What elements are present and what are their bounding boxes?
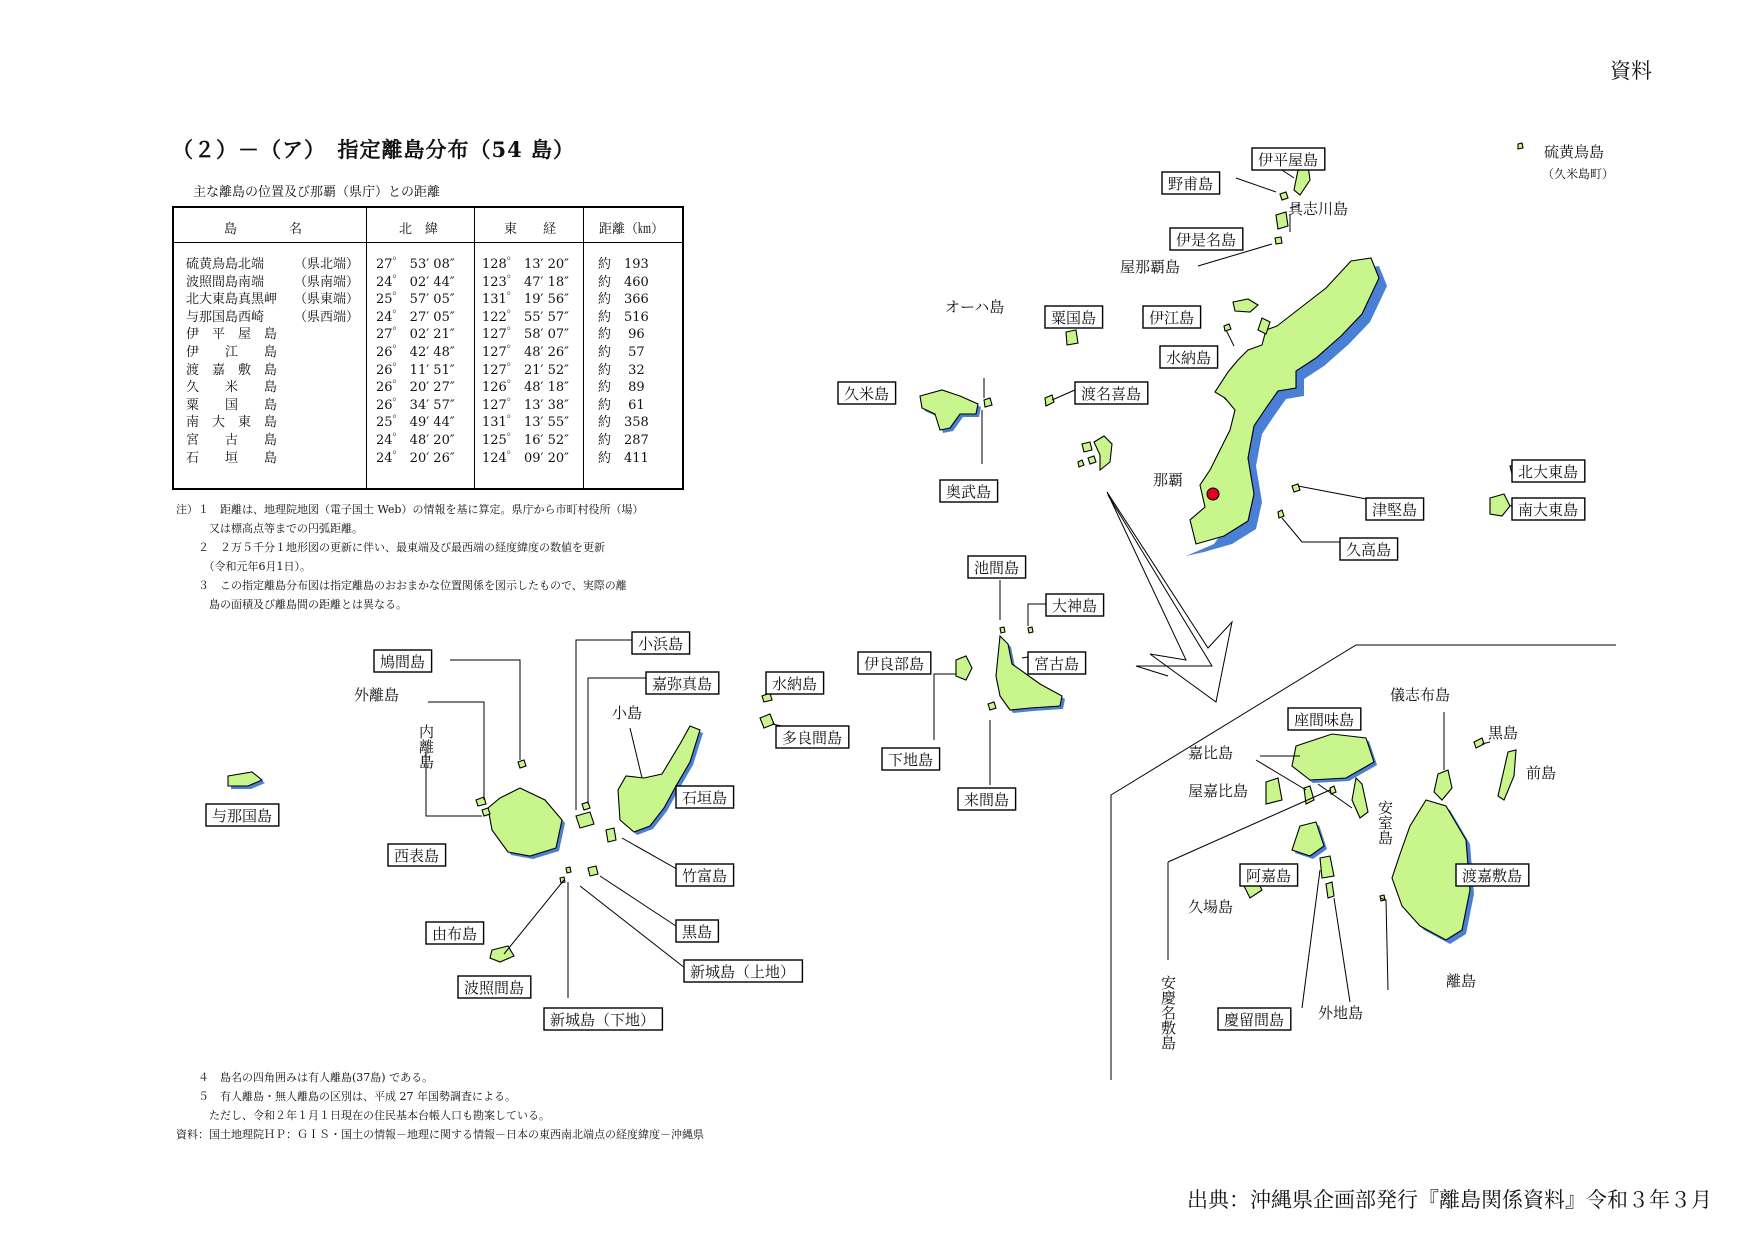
- fukaji-island-shape: [1326, 882, 1334, 898]
- ikema-island-shape: [1000, 627, 1005, 633]
- tarama-island-shape: [760, 714, 774, 728]
- longitude-cell: 127゜ 21′ 52″: [482, 362, 569, 378]
- latitude-cell: 26゜ 20′ 27″: [376, 380, 455, 396]
- corner-label: 資料: [1610, 59, 1652, 83]
- island-name-cell: 伊 江 島: [186, 344, 278, 360]
- label-hatoma: [374, 650, 432, 672]
- label-kurima: [958, 788, 1016, 810]
- header-latitude: 北 緯: [399, 222, 439, 237]
- label-text: 宮古島: [1034, 655, 1080, 673]
- taketomi-island-shape: [606, 828, 616, 842]
- label-kume: [838, 382, 896, 404]
- label-text: 新城島（上地）: [690, 963, 796, 981]
- naha-marker: [1207, 488, 1219, 500]
- label-tonaki: [1075, 382, 1148, 404]
- longitude-cell: 126゜ 48′ 18″: [482, 380, 569, 396]
- label-text: 竹富島: [682, 867, 728, 885]
- note-line: 又は標高点等までの円弧距離。: [176, 522, 363, 535]
- label-iriomote: [388, 844, 446, 866]
- distance-cell: 約 57: [598, 344, 645, 360]
- note-line: ただし、令和２年１月１日現在の住民基本台帳人口も勘案している。: [176, 1109, 550, 1122]
- label-gushikawa: 具志川島: [1288, 200, 1349, 218]
- gishippu-island-shape: [1434, 770, 1452, 800]
- label-text: 多良間島: [782, 729, 843, 747]
- inset-border: [1111, 645, 1616, 1080]
- label-ie: [1143, 306, 1201, 328]
- label-kuroshima: [676, 920, 718, 942]
- label-text: 下地島: [888, 751, 934, 769]
- label-hanare: 離島: [1446, 972, 1477, 990]
- uchibanari-island-shape: [482, 808, 490, 816]
- label-minamidaito: [1512, 498, 1585, 520]
- label-iwotori-note: （久米島町）: [1542, 167, 1615, 181]
- label-gishippu: 儀志布島: [1390, 686, 1451, 704]
- distance-cell: 約 516: [598, 309, 649, 325]
- label-text: 鳩間島: [380, 653, 426, 671]
- note-line: （令和元年6月1日）。: [176, 560, 311, 573]
- label-kuro-k: 黒島: [1488, 724, 1519, 742]
- distance-cell: 約 411: [598, 450, 649, 466]
- label-sotobanari: 外離島: [354, 686, 400, 704]
- hatoma-island-shape: [518, 760, 526, 768]
- tsuken-island-shape: [1292, 484, 1300, 492]
- label-irabu: [858, 652, 931, 674]
- distance-cell: 約 460: [598, 274, 649, 290]
- label-minna-n: [1160, 346, 1218, 368]
- yakabi-island-shape: [1266, 778, 1282, 804]
- kume-island-shape: [920, 390, 992, 433]
- okinawa-main-island: [1186, 258, 1387, 556]
- label-izena: [1170, 228, 1243, 250]
- label-minna-s: [766, 672, 824, 694]
- distance-cell: 約 358: [598, 415, 649, 431]
- label-tokashiki: [1456, 864, 1529, 886]
- extreme-note-cell: （県北端）: [294, 257, 360, 272]
- noho-island-shape: [1280, 192, 1288, 200]
- label-text: 嘉弥真島: [652, 675, 713, 693]
- label-text: 伊是名島: [1176, 231, 1237, 249]
- label-hateruma: [458, 976, 531, 998]
- page-title: （２）－（ア） 指定離島分布（54 島）: [172, 137, 576, 162]
- latitude-cell: 24゜ 20′ 26″: [376, 450, 455, 466]
- label-text: 渡嘉敷島: [1462, 867, 1523, 885]
- label-text: 水納島: [1166, 349, 1212, 367]
- kerama-island-shape: [1088, 456, 1096, 464]
- latitude-cell: 24゜ 27′ 05″: [376, 309, 455, 325]
- header-name: 島 名: [224, 222, 303, 237]
- island-name-cell: 北大東島真黒岬: [186, 292, 278, 308]
- ogami-island-shape: [1028, 627, 1033, 633]
- label-kojima: 小島: [612, 704, 643, 722]
- label-agenashiku: 安慶名敷島: [1159, 975, 1177, 1050]
- island-name-cell: 石 垣 島: [186, 450, 278, 466]
- label-aguni: [1045, 306, 1103, 328]
- aragusuku-island-shape: [566, 867, 571, 873]
- label-text: 伊良部島: [864, 655, 925, 673]
- header-longitude: 東 経: [504, 222, 557, 237]
- tonaki-island-shape: [1045, 395, 1054, 406]
- label-kuba: 久場島: [1188, 898, 1234, 916]
- latitude-cell: 25゜ 57′ 05″: [376, 292, 455, 308]
- label-ou: [940, 480, 998, 502]
- label-text: 座間味島: [1294, 711, 1355, 729]
- island-name-cell: 宮 古 島: [186, 432, 278, 448]
- latitude-cell: 25゜ 49′ 44″: [376, 415, 455, 431]
- izena-island-shape: [1276, 212, 1288, 229]
- label-taketomi: [676, 864, 734, 886]
- aguni-island-shape: [1066, 330, 1078, 345]
- label-aka: [1240, 864, 1298, 886]
- label-text: 西表島: [394, 847, 440, 865]
- latitude-cell: 24゜ 02′ 44″: [376, 274, 455, 290]
- note-line: ４ 島名の四角囲みは有人離島(37島) である。: [176, 1071, 434, 1084]
- note-line: ３ この指定離島分布図は指定離島のおおまかな位置関係を図示したもので、実際の離: [176, 579, 627, 592]
- kurima-island-shape: [988, 702, 996, 710]
- label-miyako: [1028, 652, 1086, 674]
- yonaguni-island-shape: [228, 772, 265, 789]
- label-ishigaki: [676, 786, 734, 808]
- ishigaki-island-shape: [618, 726, 703, 835]
- minamidaito-island-shape: [1490, 494, 1510, 516]
- label-text: 阿嘉島: [1246, 867, 1292, 885]
- label-geruma: [1218, 1008, 1291, 1030]
- label-tarama: [776, 726, 849, 748]
- kerama-island-shape: [1094, 436, 1112, 470]
- label-iwotori: 硫黄鳥島: [1544, 143, 1605, 161]
- label-yakabi: 屋嘉比島: [1188, 782, 1249, 800]
- island-name-cell: 波照間島南端: [186, 274, 265, 290]
- label-text: 池間島: [974, 559, 1020, 577]
- kuroshima-island-shape: [588, 866, 598, 876]
- distance-cell: 約 89: [598, 380, 645, 396]
- table-caption: 主な離島の位置及び那覇（県庁）との距離: [193, 185, 441, 200]
- label-text: 大神島: [1052, 597, 1098, 615]
- label-zamami: [1288, 708, 1361, 730]
- distance-cell: 約 366: [598, 292, 649, 308]
- label-amuro: 安室島: [1376, 800, 1394, 845]
- island-name-cell: 渡 嘉 敷 島: [186, 362, 278, 378]
- label-text: 津堅島: [1372, 501, 1418, 519]
- longitude-cell: 123゜ 47′ 18″: [482, 274, 569, 290]
- label-yubu: [426, 922, 484, 944]
- longitude-cell: 127゜ 13′ 38″: [482, 397, 569, 413]
- source-credit: 出典：沖縄県企画部発行『離島関係資料』令和３年３月: [1187, 1188, 1712, 1212]
- geruma-island-shape: [1320, 856, 1334, 878]
- longitude-cell: 125゜ 16′ 52″: [482, 432, 569, 448]
- label-shimoji: [882, 748, 940, 770]
- label-iheya: [1252, 148, 1325, 170]
- latitude-cell: 27゜ 02′ 21″: [376, 327, 455, 343]
- longitude-cell: 124゜ 09′ 20″: [482, 450, 569, 466]
- distance-cell: 約 32: [598, 362, 645, 378]
- header-distance: 距離（㎞）: [599, 222, 665, 237]
- latitude-cell: 26゜ 42′ 48″: [376, 344, 455, 360]
- distance-cell: 約 61: [598, 397, 645, 413]
- kuro-k-island-shape: [1474, 738, 1484, 748]
- label-kohama: [632, 632, 690, 654]
- label-kitadaito: [1512, 460, 1585, 482]
- label-aragusuku-kami: [684, 960, 802, 982]
- label-text: 来間島: [964, 791, 1010, 809]
- island-name-cell: 南 大 東 島: [186, 415, 278, 431]
- note-line: 注）１ 距離は、地理院地図（電子国土 Web）の情報を基に算定。県庁から市町村役所（場）: [176, 503, 644, 516]
- label-yonaguni: [206, 804, 279, 826]
- label-text: 慶留間島: [1224, 1011, 1285, 1029]
- island-name-cell: 伊 平 屋 島: [186, 327, 278, 343]
- label-yanaha: 屋那覇島: [1120, 258, 1181, 276]
- label-naha: 那覇: [1153, 471, 1184, 489]
- kudaka-island-shape: [1278, 510, 1284, 518]
- note-line: 島の面積及び離島間の距離とは異なる。: [176, 598, 407, 611]
- label-text: 水納島: [772, 675, 818, 693]
- amuro-island-shape: [1352, 778, 1368, 818]
- label-text: 久米島: [844, 385, 890, 403]
- longitude-cell: 122゜ 55′ 57″: [482, 309, 569, 325]
- label-text: 新城島（下地）: [550, 1011, 656, 1029]
- note-line: ２ ２万５千分１地形図の更新に伴い、最東端及び最西端の経度緯度の数値を更新: [176, 541, 605, 554]
- irabu-island-shape: [956, 656, 972, 680]
- label-uchibanari: 内離島: [417, 724, 435, 769]
- label-text: 黒島: [682, 923, 713, 941]
- island-name-cell: 粟 国 島: [186, 397, 278, 413]
- zamami-island-shape: [1292, 734, 1377, 783]
- label-text: 南大東島: [1518, 501, 1579, 519]
- extreme-note-cell: （県西端）: [294, 309, 360, 325]
- longitude-cell: 128゜ 13′ 20″: [482, 257, 569, 272]
- kohama-island-shape: [576, 812, 594, 828]
- minna-n-island-shape: [1224, 324, 1231, 331]
- kerama-island-shape: [1082, 442, 1092, 452]
- mae-island-shape: [1498, 750, 1516, 800]
- label-text: 与那国島: [212, 807, 273, 825]
- latitude-cell: 27゜ 53′ 08″: [376, 257, 455, 272]
- island-name-cell: 与那国島西崎: [186, 309, 265, 325]
- label-text: 伊平屋島: [1258, 151, 1319, 169]
- kerama-island-shape: [1078, 460, 1084, 467]
- label-text: 奥武島: [946, 483, 992, 501]
- label-text: 伊江島: [1149, 309, 1195, 327]
- label-text: 粟国島: [1051, 309, 1097, 327]
- label-kudaka: [1340, 538, 1398, 560]
- iwotori-island-shape: [1518, 143, 1523, 149]
- latitude-cell: 26゜ 34′ 57″: [376, 397, 455, 413]
- note-line: 資料：国土地理院ＨＰ：ＧＩＳ・国土の情報－地理に関する情報－日本の東西南北端点の経度緯度－沖縄県: [176, 1128, 704, 1141]
- island-name-cell: 久 米 島: [186, 380, 278, 396]
- label-text: 渡名喜島: [1081, 385, 1142, 403]
- longitude-cell: 131゜ 13′ 55″: [482, 415, 569, 431]
- iriomote-island-shape: [488, 788, 565, 859]
- label-text: 久高島: [1346, 541, 1392, 559]
- label-ikema: [968, 556, 1026, 578]
- distance-cell: 約 193: [598, 257, 649, 272]
- label-mae: 前島: [1526, 764, 1557, 782]
- label-ogami: [1046, 594, 1104, 616]
- extreme-note-cell: （県東端）: [294, 292, 360, 308]
- label-ohajima: オーハ島: [945, 298, 1005, 316]
- label-kashiba: 嘉比島: [1188, 744, 1234, 762]
- distance-cell: 約 96: [598, 327, 645, 343]
- distance-cell: 約 287: [598, 432, 649, 448]
- label-text: 石垣島: [682, 789, 728, 807]
- ie-island-shape: [1233, 299, 1258, 312]
- label-tsuken: [1366, 498, 1424, 520]
- aka-island-shape: [1292, 822, 1327, 859]
- label-fukaji: 外地島: [1318, 1004, 1364, 1022]
- note-line: ５ 有人離島・無人離島の区別は、平成 27 年国勢調査による。: [176, 1090, 516, 1103]
- label-noho: [1162, 172, 1220, 194]
- latitude-cell: 24゜ 48′ 20″: [376, 432, 455, 448]
- latitude-cell: 26゜ 11′ 51″: [376, 362, 455, 378]
- label-text: 波照間島: [464, 979, 525, 997]
- longitude-cell: 127゜ 58′ 07″: [482, 327, 569, 343]
- longitude-cell: 127゜ 48′ 26″: [482, 344, 569, 360]
- label-text: 小浜島: [638, 635, 684, 653]
- label-text: 北大東島: [1518, 463, 1579, 481]
- label-text: 野甫島: [1168, 175, 1214, 193]
- label-text: 由布島: [432, 925, 478, 943]
- kayama-island-shape: [582, 802, 590, 810]
- yanaha-island-shape: [1275, 237, 1282, 244]
- island-name-cell: 硫黄鳥島北端: [186, 257, 265, 272]
- label-aragusuku-shimo: [544, 1008, 662, 1030]
- extreme-note-cell: （県南端）: [294, 274, 360, 290]
- label-kayama: [646, 672, 719, 694]
- hateruma-island-shape: [490, 946, 514, 962]
- longitude-cell: 131゜ 19′ 56″: [482, 292, 569, 308]
